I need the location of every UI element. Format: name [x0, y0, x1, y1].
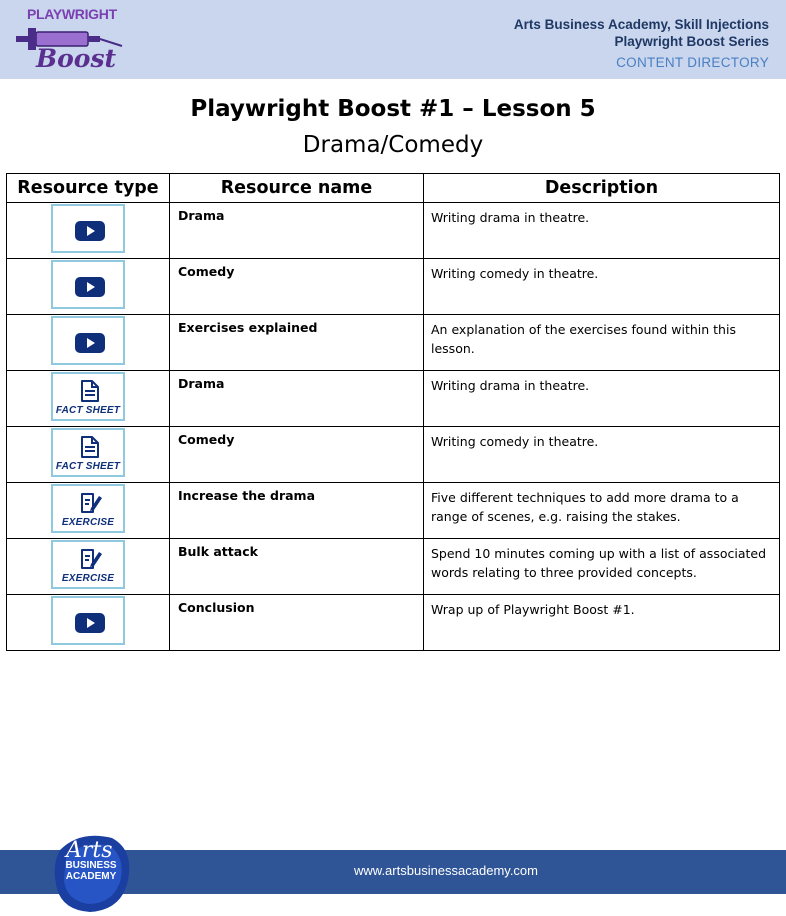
resource-description: Spend 10 minutes coming up with a list of associated words relating to three provided concepts.: [424, 539, 780, 595]
video-play-icon: [75, 221, 105, 241]
table-row: [7, 539, 780, 595]
table-row: [7, 483, 780, 539]
fact-sheet-label: FACT SHEET: [55, 405, 121, 416]
header-directory-line: CONTENT DIRECTORY: [616, 55, 769, 70]
resource-type-cell: [7, 427, 170, 483]
video-resource-button[interactable]: [51, 596, 125, 645]
table-header-row: [7, 174, 780, 203]
resource-name: Drama: [170, 371, 424, 427]
exercise-label: EXERCISE: [61, 517, 115, 528]
resource-name: Drama: [170, 203, 424, 259]
resource-description: Writing comedy in theatre.: [424, 427, 780, 483]
page-title: Playwright Boost #1 – Lesson 5: [190, 96, 596, 122]
document-icon: [80, 379, 100, 403]
resource-type-cell: [7, 371, 170, 427]
fact-sheet-resource-button[interactable]: [51, 372, 125, 421]
header-resource-type: Resource type: [7, 174, 170, 203]
playwright-boost-logo: [14, 4, 126, 78]
resource-type-cell: [7, 483, 170, 539]
content-directory-table: [6, 173, 780, 651]
table-row: [7, 595, 780, 651]
fact-sheet-label: FACT SHEET: [55, 461, 121, 472]
video-resource-button[interactable]: [51, 260, 125, 309]
resource-type-cell: [7, 203, 170, 259]
edit-document-icon: [80, 547, 104, 571]
video-resource-button[interactable]: [51, 204, 125, 253]
footer-logo-arts: Arts: [66, 838, 113, 863]
video-resource-button[interactable]: [51, 316, 125, 365]
resource-name: Increase the drama: [170, 483, 424, 539]
resource-description: Writing comedy in theatre.: [424, 259, 780, 315]
resource-description: Five different techniques to add more drama to a range of scenes, e.g. raising the stakes.: [424, 483, 780, 539]
edit-document-icon: [80, 491, 104, 515]
document-icon: [80, 435, 100, 459]
resource-description: Writing drama in theatre.: [424, 371, 780, 427]
table-row: [7, 427, 780, 483]
footer-logo-line2: ACADEMY: [65, 871, 117, 882]
exercise-resource-button[interactable]: [51, 484, 125, 533]
resource-name: Comedy: [170, 259, 424, 315]
resource-name: Conclusion: [170, 595, 424, 651]
resource-description: Wrap up of Playwright Boost #1.: [424, 595, 780, 651]
resource-type-cell: [7, 259, 170, 315]
resource-type-cell: [7, 315, 170, 371]
header-series-line: Playwright Boost Series: [614, 34, 769, 49]
header-band: [0, 0, 786, 79]
resource-name: Comedy: [170, 427, 424, 483]
header-description: Description: [424, 174, 780, 203]
resource-description: Writing drama in theatre.: [424, 203, 780, 259]
table-row: [7, 259, 780, 315]
footer-website-link[interactable]: www.artsbusinessacademy.com: [354, 863, 538, 878]
resource-type-cell: [7, 539, 170, 595]
video-play-icon: [75, 333, 105, 353]
resource-type-cell: [7, 595, 170, 651]
table-row: [7, 371, 780, 427]
fact-sheet-resource-button[interactable]: [51, 428, 125, 477]
header-org-line: Arts Business Academy, Skill Injections: [513, 17, 769, 32]
logo-top-text: PLAYWRIGHT: [27, 6, 117, 22]
resource-name: Bulk attack: [170, 539, 424, 595]
table-row: [7, 315, 780, 371]
video-play-icon: [75, 613, 105, 633]
logo-bottom-text: Boost: [36, 44, 117, 73]
exercise-label: EXERCISE: [61, 573, 115, 584]
footer-logo-line1: BUSINESS: [65, 860, 117, 871]
resource-name: Exercises explained: [170, 315, 424, 371]
exercise-resource-button[interactable]: [51, 540, 125, 589]
resource-description: An explanation of the exercises found within this lesson.: [424, 315, 780, 371]
video-play-icon: [75, 277, 105, 297]
page-subtitle: Drama/Comedy: [302, 132, 484, 158]
header-resource-name: Resource name: [170, 174, 424, 203]
table-row: [7, 203, 780, 259]
